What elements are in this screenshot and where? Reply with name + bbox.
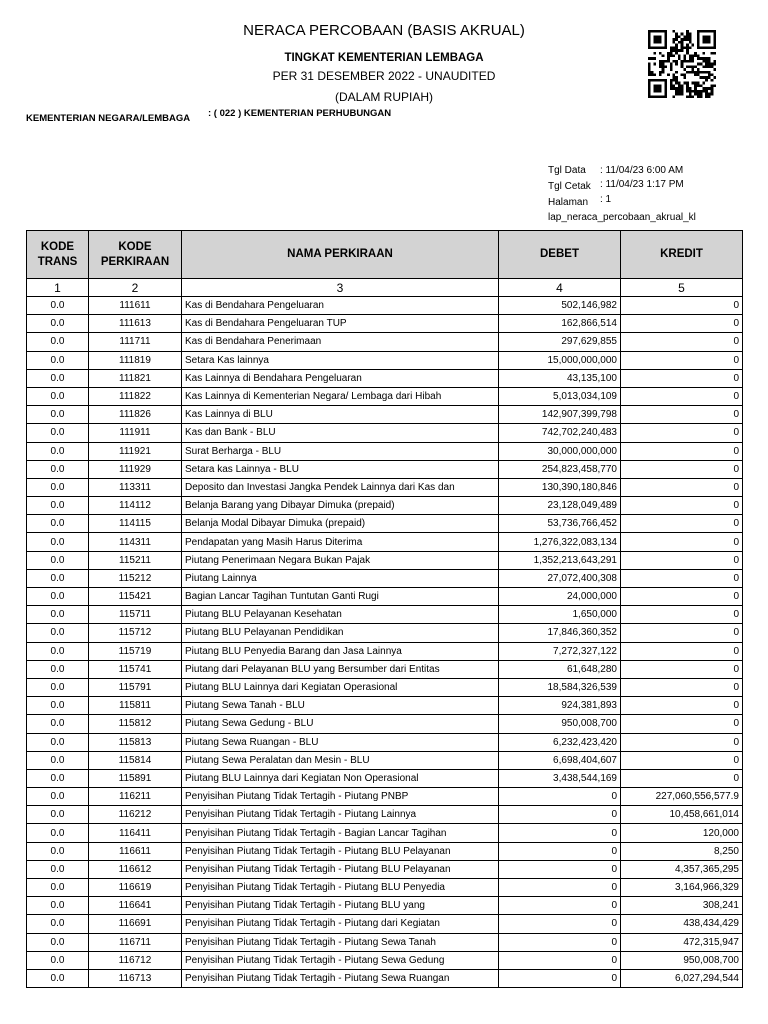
table-row <box>27 297 743 315</box>
debet-cell: 924,381,893 <box>499 697 621 715</box>
kode-perkiraan-cell: 115813 <box>89 733 182 751</box>
kredit-cell: 0 <box>621 406 743 424</box>
kode-trans-cell: 0.0 <box>27 424 89 442</box>
ministry-value: : ( 022 ) KEMENTERIAN PERHUBUNGAN <box>208 108 392 119</box>
kredit-cell: 0 <box>621 387 743 405</box>
kredit-cell: 0 <box>621 424 743 442</box>
debet-cell: 162,866,514 <box>499 315 621 333</box>
kode-trans-cell: 0.0 <box>27 733 89 751</box>
kode-perkiraan-cell: 114311 <box>89 533 182 551</box>
table-row <box>27 733 743 751</box>
table-row <box>27 406 743 424</box>
kode-trans-cell: 0.0 <box>27 879 89 897</box>
kode-trans-cell: 0.0 <box>27 478 89 496</box>
nama-perkiraan-cell: Piutang BLU Pelayanan Kesehatan <box>182 606 499 624</box>
nama-perkiraan-cell: Penyisihan Piutang Tidak Tertagih - Piutang Lainnya <box>182 806 499 824</box>
table-row <box>27 333 743 351</box>
kode-trans-cell: 0.0 <box>27 660 89 678</box>
table-row <box>27 951 743 969</box>
table-row <box>27 697 743 715</box>
kode-trans-cell: 0.0 <box>27 333 89 351</box>
kode-trans-cell: 0.0 <box>27 715 89 733</box>
debet-cell: 0 <box>499 842 621 860</box>
kredit-cell: 120,000 <box>621 824 743 842</box>
kode-perkiraan-cell: 111711 <box>89 333 182 351</box>
debet-cell: 5,013,034,109 <box>499 387 621 405</box>
debet-cell: 130,390,180,846 <box>499 478 621 496</box>
ministry-label: KEMENTERIAN NEGARA/LEMBAGA <box>26 113 191 124</box>
kredit-cell: 0 <box>621 642 743 660</box>
column-number: 2 <box>89 279 182 297</box>
table-row <box>27 569 743 587</box>
table-row <box>27 678 743 696</box>
kode-perkiraan-cell: 115741 <box>89 660 182 678</box>
debet-cell: 1,276,322,083,134 <box>499 533 621 551</box>
table-row <box>27 806 743 824</box>
kode-perkiraan-cell: 115791 <box>89 678 182 696</box>
kode-perkiraan-cell: 115812 <box>89 715 182 733</box>
debet-cell: 3,438,544,169 <box>499 769 621 787</box>
kode-trans-cell: 0.0 <box>27 842 89 860</box>
table-row <box>27 424 743 442</box>
table-row <box>27 842 743 860</box>
debet-cell: 0 <box>499 915 621 933</box>
qr-code-icon <box>648 30 716 98</box>
tgl-cetak-value: : 11/04/23 1:17 PM <box>600 179 684 190</box>
debet-cell: 27,072,400,308 <box>499 569 621 587</box>
table-row <box>27 715 743 733</box>
kredit-cell: 0 <box>621 369 743 387</box>
debet-cell: 0 <box>499 824 621 842</box>
kredit-cell: 0 <box>621 569 743 587</box>
table-row <box>27 915 743 933</box>
kode-trans-cell: 0.0 <box>27 751 89 769</box>
debet-cell: 742,702,240,483 <box>499 424 621 442</box>
trial-balance-table <box>26 230 743 988</box>
debet-cell: 53,736,766,452 <box>499 515 621 533</box>
column-number: 1 <box>27 279 89 297</box>
table-row <box>27 642 743 660</box>
kode-trans-cell: 0.0 <box>27 951 89 969</box>
table-row <box>27 478 743 496</box>
kode-trans-cell: 0.0 <box>27 824 89 842</box>
kode-perkiraan-cell: 116711 <box>89 933 182 951</box>
tgl-data-value: : 11/04/23 6:00 AM <box>600 165 684 176</box>
nama-perkiraan-cell: Kas di Bendahara Penerimaan <box>182 333 499 351</box>
kredit-cell: 8,250 <box>621 842 743 860</box>
kode-perkiraan-cell: 116641 <box>89 897 182 915</box>
nama-perkiraan-cell: Piutang BLU Pelayanan Pendidikan <box>182 624 499 642</box>
kode-perkiraan-cell: 111822 <box>89 387 182 405</box>
kode-trans-cell: 0.0 <box>27 387 89 405</box>
report-subtitle-level: TINGKAT KEMENTERIAN LEMBAGA <box>284 52 484 64</box>
kredit-cell: 0 <box>621 297 743 315</box>
kode-trans-cell: 0.0 <box>27 351 89 369</box>
kode-perkiraan-cell: 116611 <box>89 842 182 860</box>
nama-perkiraan-cell: Piutang Sewa Peralatan dan Mesin - BLU <box>182 751 499 769</box>
kode-trans-cell: 0.0 <box>27 678 89 696</box>
report-title: NERACA PERCOBAAN (BASIS AKRUAL) <box>243 22 525 39</box>
kode-trans-cell: 0.0 <box>27 497 89 515</box>
kode-perkiraan-cell: 115811 <box>89 697 182 715</box>
kredit-cell: 0 <box>621 697 743 715</box>
kode-trans-cell: 0.0 <box>27 442 89 460</box>
header-kode-perkiraan: KODE PERKIRAAN <box>89 231 182 279</box>
nama-perkiraan-cell: Piutang BLU Lainnya dari Kegiatan Non Operasional <box>182 769 499 787</box>
kode-perkiraan-cell: 116619 <box>89 879 182 897</box>
nama-perkiraan-cell: Penyisihan Piutang Tidak Tertagih - Piutang BLU Penyedia <box>182 879 499 897</box>
header-nama-perkiraan: NAMA PERKIRAAN <box>182 231 499 279</box>
nama-perkiraan-cell: Piutang dari Pelayanan BLU yang Bersumber dari Entitas <box>182 660 499 678</box>
debet-cell: 17,846,360,352 <box>499 624 621 642</box>
nama-perkiraan-cell: Belanja Barang yang Dibayar Dimuka (prepaid) <box>182 497 499 515</box>
kode-perkiraan-cell: 116612 <box>89 860 182 878</box>
kredit-cell: 4,357,365,295 <box>621 860 743 878</box>
kode-trans-cell: 0.0 <box>27 697 89 715</box>
kode-perkiraan-cell: 115211 <box>89 551 182 569</box>
kode-perkiraan-cell: 111911 <box>89 424 182 442</box>
kredit-cell: 0 <box>621 315 743 333</box>
nama-perkiraan-cell: Kas di Bendahara Pengeluaran TUP <box>182 315 499 333</box>
nama-perkiraan-cell: Bagian Lancar Tagihan Tuntutan Ganti Rugi <box>182 588 499 606</box>
debet-cell: 7,272,327,122 <box>499 642 621 660</box>
kode-perkiraan-cell: 116411 <box>89 824 182 842</box>
table-row <box>27 315 743 333</box>
nama-perkiraan-cell: Setara Kas lainnya <box>182 351 499 369</box>
nama-perkiraan-cell: Penyisihan Piutang Tidak Tertagih - Bagian Lancar Tagihan <box>182 824 499 842</box>
debet-cell: 18,584,326,539 <box>499 678 621 696</box>
nama-perkiraan-cell: Penyisihan Piutang Tidak Tertagih - Piutang BLU Pelayanan <box>182 842 499 860</box>
table-row <box>27 460 743 478</box>
kode-perkiraan-cell: 116212 <box>89 806 182 824</box>
nama-perkiraan-cell: Setara kas Lainnya - BLU <box>182 460 499 478</box>
kode-trans-cell: 0.0 <box>27 969 89 987</box>
kode-perkiraan-cell: 115712 <box>89 624 182 642</box>
nama-perkiraan-cell: Kas dan Bank - BLU <box>182 424 499 442</box>
kode-trans-cell: 0.0 <box>27 933 89 951</box>
debet-cell: 43,135,100 <box>499 369 621 387</box>
nama-perkiraan-cell: Penyisihan Piutang Tidak Tertagih - Piutang PNBP <box>182 788 499 806</box>
kode-perkiraan-cell: 116211 <box>89 788 182 806</box>
nama-perkiraan-cell: Surat Berharga - BLU <box>182 442 499 460</box>
nama-perkiraan-cell: Penyisihan Piutang Tidak Tertagih - Piutang Sewa Tanah <box>182 933 499 951</box>
kredit-cell: 0 <box>621 333 743 351</box>
kredit-cell: 0 <box>621 733 743 751</box>
kredit-cell: 6,027,294,544 <box>621 969 743 987</box>
table-row <box>27 351 743 369</box>
kode-trans-cell: 0.0 <box>27 569 89 587</box>
table-row <box>27 969 743 987</box>
kode-trans-cell: 0.0 <box>27 551 89 569</box>
kode-perkiraan-cell: 111929 <box>89 460 182 478</box>
table-row <box>27 588 743 606</box>
column-number: 5 <box>621 279 743 297</box>
kode-trans-cell: 0.0 <box>27 369 89 387</box>
kredit-cell: 0 <box>621 769 743 787</box>
table-row <box>27 369 743 387</box>
kredit-cell: 0 <box>621 442 743 460</box>
debet-cell: 142,907,399,798 <box>499 406 621 424</box>
table-row <box>27 897 743 915</box>
table-row <box>27 788 743 806</box>
kode-trans-cell: 0.0 <box>27 297 89 315</box>
table-row <box>27 551 743 569</box>
kredit-cell: 0 <box>621 678 743 696</box>
kode-trans-cell: 0.0 <box>27 860 89 878</box>
kode-perkiraan-cell: 116713 <box>89 969 182 987</box>
kode-trans-cell: 0.0 <box>27 515 89 533</box>
kode-trans-cell: 0.0 <box>27 788 89 806</box>
debet-cell: 0 <box>499 969 621 987</box>
kode-perkiraan-cell: 115711 <box>89 606 182 624</box>
report-subtitle-currency: (DALAM RUPIAH) <box>334 90 433 104</box>
kredit-cell: 0 <box>621 624 743 642</box>
kode-trans-cell: 0.0 <box>27 642 89 660</box>
table-row <box>27 387 743 405</box>
kode-perkiraan-cell: 111611 <box>89 297 182 315</box>
kode-perkiraan-cell: 114112 <box>89 497 182 515</box>
table-row <box>27 751 743 769</box>
debet-cell: 24,000,000 <box>499 588 621 606</box>
header-kode-trans: KODE TRANS <box>27 231 89 279</box>
debet-cell: 6,232,423,420 <box>499 733 621 751</box>
kode-perkiraan-cell: 111826 <box>89 406 182 424</box>
kode-trans-cell: 0.0 <box>27 406 89 424</box>
debet-cell: 0 <box>499 933 621 951</box>
nama-perkiraan-cell: Piutang Sewa Tanah - BLU <box>182 697 499 715</box>
table-header-row <box>27 231 743 279</box>
nama-perkiraan-cell: Piutang BLU Penyedia Barang dan Jasa Lainnya <box>182 642 499 660</box>
table-row <box>27 533 743 551</box>
kode-trans-cell: 0.0 <box>27 769 89 787</box>
halaman-label: Halaman <box>548 197 589 208</box>
debet-cell: 1,650,000 <box>499 606 621 624</box>
kredit-cell: 950,008,700 <box>621 951 743 969</box>
nama-perkiraan-cell: Penyisihan Piutang Tidak Tertagih - Piutang BLU yang <box>182 897 499 915</box>
kode-trans-cell: 0.0 <box>27 588 89 606</box>
kredit-cell: 438,434,429 <box>621 915 743 933</box>
kredit-cell: 0 <box>621 460 743 478</box>
table-row <box>27 442 743 460</box>
kredit-cell: 0 <box>621 497 743 515</box>
debet-cell: 502,146,982 <box>499 297 621 315</box>
table-row <box>27 606 743 624</box>
ledger-rows <box>27 297 743 988</box>
table-row <box>27 515 743 533</box>
table-row <box>27 879 743 897</box>
nama-perkiraan-cell: Penyisihan Piutang Tidak Tertagih - Piutang Sewa Ruangan <box>182 969 499 987</box>
kredit-cell: 0 <box>621 478 743 496</box>
kredit-cell: 0 <box>621 751 743 769</box>
kredit-cell: 3,164,966,329 <box>621 879 743 897</box>
column-number-row <box>27 279 743 297</box>
debet-cell: 23,128,049,489 <box>499 497 621 515</box>
kode-trans-cell: 0.0 <box>27 533 89 551</box>
kode-perkiraan-cell: 111613 <box>89 315 182 333</box>
debet-cell: 0 <box>499 860 621 878</box>
halaman-value: : 1 <box>600 194 612 205</box>
nama-perkiraan-cell: Piutang BLU Lainnya dari Kegiatan Operasional <box>182 678 499 696</box>
kredit-cell: 308,241 <box>621 897 743 915</box>
nama-perkiraan-cell: Penyisihan Piutang Tidak Tertagih - Piutang Sewa Gedung <box>182 951 499 969</box>
kode-trans-cell: 0.0 <box>27 806 89 824</box>
table-row <box>27 933 743 951</box>
nama-perkiraan-cell: Deposito dan Investasi Jangka Pendek Lainnya dari Kas dan <box>182 478 499 496</box>
kode-perkiraan-cell: 115814 <box>89 751 182 769</box>
report-subtitle-period: PER 31 DESEMBER 2022 - UNAUDITED <box>272 69 496 83</box>
debet-cell: 297,629,855 <box>499 333 621 351</box>
kode-perkiraan-cell: 115212 <box>89 569 182 587</box>
nama-perkiraan-cell: Penyisihan Piutang Tidak Tertagih - Piutang dari Kegiatan <box>182 915 499 933</box>
kredit-cell: 0 <box>621 533 743 551</box>
header-debet: DEBET <box>499 231 621 279</box>
kode-trans-cell: 0.0 <box>27 915 89 933</box>
table-row <box>27 624 743 642</box>
nama-perkiraan-cell: Penyisihan Piutang Tidak Tertagih - Piutang BLU Pelayanan <box>182 860 499 878</box>
nama-perkiraan-cell: Piutang Sewa Ruangan - BLU <box>182 733 499 751</box>
kode-trans-cell: 0.0 <box>27 624 89 642</box>
kode-perkiraan-cell: 115719 <box>89 642 182 660</box>
debet-cell: 0 <box>499 897 621 915</box>
kredit-cell: 0 <box>621 588 743 606</box>
kredit-cell: 0 <box>621 551 743 569</box>
debet-cell: 1,352,213,643,291 <box>499 551 621 569</box>
header-kredit: KREDIT <box>621 231 743 279</box>
kredit-cell: 0 <box>621 351 743 369</box>
debet-cell: 950,008,700 <box>499 715 621 733</box>
kredit-cell: 0 <box>621 606 743 624</box>
tgl-data-label: Tgl Data <box>548 165 586 176</box>
nama-perkiraan-cell: Piutang Lainnya <box>182 569 499 587</box>
kode-perkiraan-cell: 116691 <box>89 915 182 933</box>
debet-cell: 15,000,000,000 <box>499 351 621 369</box>
kode-trans-cell: 0.0 <box>27 606 89 624</box>
column-number: 3 <box>182 279 499 297</box>
debet-cell: 0 <box>499 788 621 806</box>
debet-cell: 0 <box>499 806 621 824</box>
nama-perkiraan-cell: Piutang Penerimaan Negara Bukan Pajak <box>182 551 499 569</box>
nama-perkiraan-cell: Kas di Bendahara Pengeluaran <box>182 297 499 315</box>
kredit-cell: 0 <box>621 515 743 533</box>
debet-cell: 254,823,458,770 <box>499 460 621 478</box>
nama-perkiraan-cell: Belanja Modal Dibayar Dimuka (prepaid) <box>182 515 499 533</box>
column-number: 4 <box>499 279 621 297</box>
debet-cell: 0 <box>499 951 621 969</box>
debet-cell: 0 <box>499 879 621 897</box>
nama-perkiraan-cell: Kas Lainnya di BLU <box>182 406 499 424</box>
kredit-cell: 227,060,556,577.9 <box>621 788 743 806</box>
kode-perkiraan-cell: 115421 <box>89 588 182 606</box>
kredit-cell: 472,315,947 <box>621 933 743 951</box>
nama-perkiraan-cell: Kas Lainnya di Bendahara Pengeluaran <box>182 369 499 387</box>
kode-trans-cell: 0.0 <box>27 315 89 333</box>
kode-perkiraan-cell: 113311 <box>89 478 182 496</box>
nama-perkiraan-cell: Pendapatan yang Masih Harus Diterima <box>182 533 499 551</box>
kredit-cell: 0 <box>621 715 743 733</box>
kode-perkiraan-cell: 111819 <box>89 351 182 369</box>
kode-trans-cell: 0.0 <box>27 460 89 478</box>
nama-perkiraan-cell: Kas Lainnya di Kementerian Negara/ Lembaga dari Hibah <box>182 387 499 405</box>
debet-cell: 6,698,404,607 <box>499 751 621 769</box>
table-row <box>27 769 743 787</box>
kredit-cell: 0 <box>621 660 743 678</box>
tgl-cetak-label: Tgl Cetak <box>548 181 591 192</box>
table-row <box>27 824 743 842</box>
kode-perkiraan-cell: 114115 <box>89 515 182 533</box>
kode-perkiraan-cell: 111921 <box>89 442 182 460</box>
kredit-cell: 10,458,661,014 <box>621 806 743 824</box>
kode-perkiraan-cell: 115891 <box>89 769 182 787</box>
debet-cell: 30,000,000,000 <box>499 442 621 460</box>
report-id: lap_neraca_percobaan_akrual_kl <box>548 212 696 223</box>
kode-perkiraan-cell: 116712 <box>89 951 182 969</box>
table-row <box>27 660 743 678</box>
table-row <box>27 860 743 878</box>
debet-cell: 61,648,280 <box>499 660 621 678</box>
nama-perkiraan-cell: Piutang Sewa Gedung - BLU <box>182 715 499 733</box>
table-row <box>27 497 743 515</box>
kode-perkiraan-cell: 111821 <box>89 369 182 387</box>
kode-trans-cell: 0.0 <box>27 897 89 915</box>
